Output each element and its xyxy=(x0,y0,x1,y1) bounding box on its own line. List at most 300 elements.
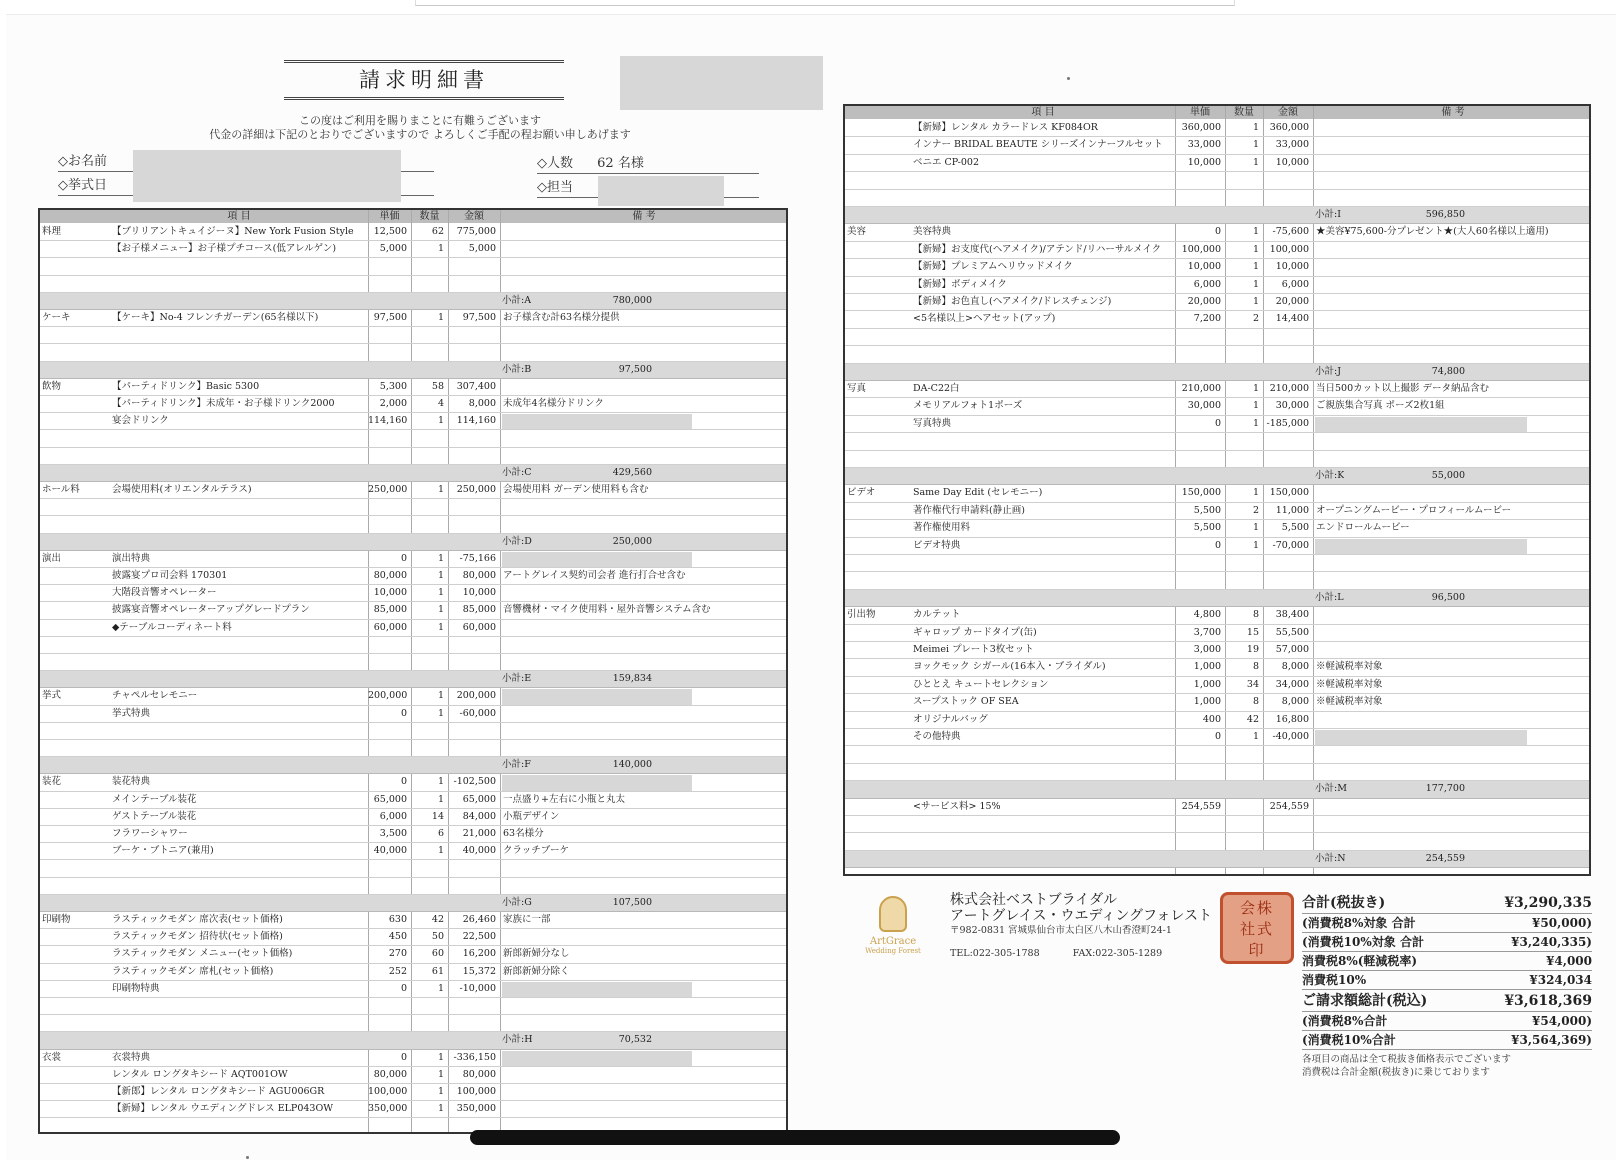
item-cell: ゲストテーブル装花 xyxy=(112,810,197,822)
category-cell: ホール料 xyxy=(42,484,80,495)
item-cell: 【新婦】お支度代(ヘアメイク)/アテンド/リハーサルメイク xyxy=(913,243,1162,255)
home-indicator-bar[interactable] xyxy=(470,1130,1120,1145)
subtotal-value: 596,850 xyxy=(1425,209,1465,220)
amount-cell: 775,000 xyxy=(456,226,496,237)
unit-price-cell: 6,000 xyxy=(379,810,407,822)
subtotal-value: 429,560 xyxy=(612,466,652,478)
unit-price-cell: 100,000 xyxy=(368,1086,407,1097)
quantity-cell: 60 xyxy=(431,948,444,960)
table-row xyxy=(845,277,1589,294)
unit-price-cell: 0 xyxy=(400,1051,407,1063)
table-row xyxy=(40,276,786,293)
subtotal-value: 177,700 xyxy=(1425,783,1465,795)
intro-text xyxy=(180,114,660,142)
amount-cell: 10,000 xyxy=(462,587,496,599)
table-header xyxy=(845,106,1589,119)
quantity-cell: 1 xyxy=(437,552,444,564)
quantity-cell: 42 xyxy=(1246,713,1259,725)
amount-cell: 84,000 xyxy=(462,810,496,822)
unit-price-cell: 3,000 xyxy=(1193,644,1221,655)
subtotal-row xyxy=(845,781,1589,798)
category-cell: 引出物 xyxy=(847,609,876,621)
amount-cell: 57,000 xyxy=(1275,644,1309,655)
table-row xyxy=(845,172,1589,189)
table-row xyxy=(40,413,786,430)
table-row xyxy=(40,1015,786,1032)
item-cell: ラスティックモダン 席札(セット価格) xyxy=(112,965,274,977)
quantity-cell: 1 xyxy=(437,845,444,857)
subtotal-value: 70,532 xyxy=(618,1034,652,1046)
amount-cell: -102,500 xyxy=(453,776,496,788)
item-cell: ビデオ特典 xyxy=(913,539,961,551)
company-logo xyxy=(858,896,928,955)
total-label: (消費税8%合計 xyxy=(1302,1014,1388,1028)
total-row xyxy=(1302,914,1592,933)
item-cell: 【新婦】お色直し(ヘアメイク/ドレスチェンジ) xyxy=(913,296,1112,307)
table-row xyxy=(40,258,786,275)
note-cell: 家族に一部 xyxy=(503,914,551,925)
total-label: 消費税8%(軽減税率) xyxy=(1302,954,1418,968)
table-row xyxy=(40,482,786,499)
total-label: (消費税8%対象 合計 xyxy=(1302,916,1416,930)
amount-cell: 10,000 xyxy=(1275,156,1309,168)
total-value: ¥3,290,335 xyxy=(1504,895,1592,911)
item-cell: 挙式特典 xyxy=(112,707,151,719)
category-cell: 演出 xyxy=(42,552,62,564)
table-row xyxy=(40,826,786,843)
item-cell: 披露宴音響オペレーターアップグレードプラン xyxy=(112,604,310,616)
item-cell: DA-C22白 xyxy=(913,383,960,394)
date-label: ◇挙式日 xyxy=(58,178,107,193)
subtotal-row xyxy=(845,590,1589,607)
total-label: (消費税10%合計 xyxy=(1302,1033,1396,1047)
subtotal-row xyxy=(40,671,786,688)
item-cell: 著作権代行申請料(静止画) xyxy=(913,504,1025,516)
logo-subtext: Wedding Forest xyxy=(865,947,921,955)
subtotal-value: 159,834 xyxy=(612,673,652,685)
quantity-cell: 1 xyxy=(437,1086,444,1097)
unit-price-cell: 5,500 xyxy=(1193,504,1221,516)
item-cell: 装花特典 xyxy=(112,776,151,788)
table-row xyxy=(845,642,1589,659)
table-row xyxy=(845,520,1589,537)
amount-cell: 8,000 xyxy=(1281,661,1309,673)
total-label: 合計(税抜き) xyxy=(1302,895,1386,911)
table-row xyxy=(845,659,1589,676)
staff-label: ◇担当 xyxy=(537,180,573,195)
guests-label: ◇人数 xyxy=(537,156,573,171)
item-cell: 写真特典 xyxy=(913,417,952,429)
subtotal-row xyxy=(40,293,786,310)
unit-price-cell: 12,500 xyxy=(373,226,407,237)
amount-cell: 210,000 xyxy=(1269,383,1309,394)
note-cell: ★美容¥75,600-分プレゼント★(大人60名様以上適用) xyxy=(1316,226,1549,238)
table-row xyxy=(845,398,1589,415)
amount-cell: 33,000 xyxy=(1275,139,1309,151)
item-cell: Same Day Edit (セレモニー) xyxy=(913,487,1043,499)
item-cell: 【お子様メニュー】お子様プチコース(低アレルゲン) xyxy=(112,243,337,255)
note-cell: 新郎新婦分なし xyxy=(503,948,570,960)
subtotal-label: 小計:N xyxy=(1315,852,1346,864)
unit-price-cell: 10,000 xyxy=(1187,261,1221,273)
total-value: ¥3,564,369) xyxy=(1511,1033,1592,1047)
unit-price-cell: 3,500 xyxy=(379,828,407,839)
amount-cell: 350,000 xyxy=(456,1103,496,1115)
amount-cell: 11,000 xyxy=(1275,504,1309,516)
subtotal-value: 140,000 xyxy=(612,759,652,771)
unit-price-cell: 0 xyxy=(1214,539,1221,551)
table-row xyxy=(40,637,786,654)
item-cell: 【パーティドリンク】未成年・お子様ドリンク2000 xyxy=(112,398,335,409)
amount-cell: 114,160 xyxy=(456,415,496,427)
table-row xyxy=(40,843,786,860)
note-cell: アートグレイス契約司会者 進行打合せ含む xyxy=(503,570,686,581)
redacted-note xyxy=(502,552,692,567)
total-label: 消費税10% xyxy=(1302,973,1367,987)
intro-line-1: この度はご利用を賜りまことに有難うございます xyxy=(299,114,541,127)
category-cell: ケーキ xyxy=(42,312,71,323)
subtotal-label: 小計:I xyxy=(1315,209,1341,220)
quantity-cell: 1 xyxy=(1252,383,1259,394)
total-row xyxy=(1302,990,1592,1012)
quantity-cell: 19 xyxy=(1246,644,1259,655)
table-row xyxy=(40,964,786,981)
amount-cell: 100,000 xyxy=(1269,243,1309,255)
item-cell: その他特典 xyxy=(913,731,961,742)
amount-cell: 14,400 xyxy=(1275,313,1309,325)
item-cell: フラワーシャワー xyxy=(112,828,188,839)
table-row xyxy=(845,329,1589,346)
note-cell: ※軽減税率対象 xyxy=(1316,661,1383,673)
subtotal-value: 107,500 xyxy=(612,896,652,908)
category-cell: 美容 xyxy=(847,226,867,238)
company-fax: FAX:022-305-1289 xyxy=(1072,948,1163,959)
unit-price-cell: 2,000 xyxy=(379,398,407,409)
item-cell: 【新婦】ボディメイク xyxy=(913,278,1007,290)
subtotal-label: 小計:L xyxy=(1315,591,1344,603)
table-row xyxy=(845,572,1589,589)
table-row xyxy=(845,381,1589,398)
header-amount: 金額 xyxy=(464,211,484,222)
item-cell: ラスティックモダン メニュー(セット価格) xyxy=(112,948,293,960)
quantity-cell: 2 xyxy=(1252,504,1259,516)
amount-cell: 85,000 xyxy=(462,604,496,616)
table-row xyxy=(40,792,786,809)
table-row xyxy=(40,1050,786,1067)
subtotal-label: 小計:C xyxy=(502,466,532,478)
subtotal-label: 小計:F xyxy=(502,759,531,771)
total-row xyxy=(1302,952,1592,971)
subtotal-value: 97,500 xyxy=(618,363,652,375)
subtotal-label: 小計:M xyxy=(1315,783,1347,795)
unit-price-cell: 250,000 xyxy=(368,484,407,495)
unit-price-cell: 0 xyxy=(400,982,407,994)
unit-price-cell: 0 xyxy=(1214,226,1221,238)
redacted-name xyxy=(133,150,401,202)
total-value: ¥3,618,369 xyxy=(1504,993,1592,1009)
top-bar xyxy=(415,0,1235,6)
amount-cell: 22,500 xyxy=(462,931,496,943)
quantity-cell: 14 xyxy=(431,810,444,822)
quantity-cell: 1 xyxy=(437,793,444,805)
quantity-cell: 1 xyxy=(1252,226,1259,238)
logo-text: ArtGrace xyxy=(869,936,917,947)
item-cell: 美容特典 xyxy=(913,226,952,238)
name-label: ◇お名前 xyxy=(58,154,107,169)
quantity-cell: 1 xyxy=(1252,417,1259,429)
quantity-cell: 61 xyxy=(431,965,444,977)
right-ledger-table xyxy=(843,104,1591,876)
table-row xyxy=(40,929,786,946)
unit-price-cell: 254,559 xyxy=(1181,800,1221,812)
amount-cell: 38,400 xyxy=(1275,609,1309,621)
unit-price-cell: 40,000 xyxy=(373,845,407,857)
speck xyxy=(1067,77,1070,80)
table-row xyxy=(845,242,1589,259)
unit-price-cell: 1,000 xyxy=(1193,678,1221,690)
note-cell: 未成年4名様分ドリンク xyxy=(503,398,604,409)
unit-price-cell: 33,000 xyxy=(1187,139,1221,151)
quantity-cell: 1 xyxy=(1252,278,1259,290)
table-row xyxy=(40,551,786,568)
table-row xyxy=(40,688,786,705)
subtotal-value: 250,000 xyxy=(612,535,652,547)
table-row xyxy=(845,137,1589,154)
table-row xyxy=(40,878,786,895)
company-name: 株式会社ベストブライダル xyxy=(950,892,1118,908)
unit-price-cell: 200,000 xyxy=(368,690,407,702)
table-row xyxy=(40,1084,786,1101)
table-row xyxy=(845,538,1589,555)
unit-price-cell: 5,000 xyxy=(379,243,407,255)
subtotal-row xyxy=(40,465,786,482)
table-row xyxy=(40,499,786,516)
item-cell: 【ケーキ】No-4 フレンチガーデン(65名様以下) xyxy=(112,312,319,323)
subtotal-label: 小計:A xyxy=(502,294,532,306)
table-row xyxy=(845,746,1589,763)
subtotal-row xyxy=(40,1032,786,1049)
unit-price-cell: 6,000 xyxy=(1193,278,1221,290)
company-seal-stamp: 会株 社式 印 xyxy=(1220,892,1294,964)
category-cell: 写真 xyxy=(847,383,867,394)
table-row xyxy=(40,344,786,361)
table-row xyxy=(40,740,786,757)
left-ledger-table xyxy=(38,208,788,1134)
item-cell: オリジナルバッグ xyxy=(913,713,988,725)
item-cell: ブーケ・ブトニア(兼用) xyxy=(112,845,214,857)
unit-price-cell: 4,800 xyxy=(1193,609,1221,621)
quantity-cell: 1 xyxy=(1252,296,1259,307)
subtotal-label: 小計:B xyxy=(502,363,532,375)
subtotal-row xyxy=(845,468,1589,485)
unit-price-cell: 85,000 xyxy=(373,604,407,616)
note-cell: 当日500カット以上撮影 データ納品含む xyxy=(1316,383,1490,394)
unit-price-cell: 114,160 xyxy=(368,415,407,427)
quantity-cell: 1 xyxy=(437,1068,444,1080)
header-amount: 金額 xyxy=(1278,107,1298,118)
quantity-cell: 1 xyxy=(1252,731,1259,742)
amount-cell: 65,000 xyxy=(462,793,496,805)
total-row xyxy=(1302,933,1592,952)
amount-cell: 20,000 xyxy=(1275,296,1309,307)
item-cell: <サービス料> 15% xyxy=(913,800,1001,812)
header-note: 備 考 xyxy=(632,211,656,222)
table-row xyxy=(40,998,786,1015)
subtotal-row xyxy=(845,851,1589,868)
table-row xyxy=(40,241,786,258)
item-cell: 衣裳特典 xyxy=(112,1051,151,1063)
quantity-cell: 34 xyxy=(1246,678,1259,690)
note-cell: 会場使用料 ガーデン使用料も含む xyxy=(503,484,649,495)
table-row xyxy=(845,764,1589,781)
quantity-cell: 1 xyxy=(437,604,444,616)
amount-cell: 5,000 xyxy=(468,243,496,255)
unit-price-cell: 80,000 xyxy=(373,570,407,581)
quantity-cell: 1 xyxy=(437,484,444,495)
note-cell: ※軽減税率対象 xyxy=(1316,696,1383,708)
quantity-cell: 1 xyxy=(437,243,444,255)
quantity-cell: 2 xyxy=(1252,313,1259,325)
quantity-cell: 42 xyxy=(431,914,444,925)
quantity-cell: 50 xyxy=(431,931,444,943)
quantity-cell: 1 xyxy=(1252,400,1259,412)
subtotal-value: 780,000 xyxy=(612,294,652,306)
totals-block xyxy=(1302,892,1592,1079)
header-qty: 数量 xyxy=(1234,107,1254,118)
unit-price-cell: 1,000 xyxy=(1193,661,1221,673)
quantity-cell: 62 xyxy=(431,226,444,237)
subtotal-value: 96,500 xyxy=(1431,591,1465,603)
amount-cell: 30,000 xyxy=(1275,400,1309,412)
category-cell: 装花 xyxy=(42,776,62,788)
table-row xyxy=(845,694,1589,711)
table-row xyxy=(845,311,1589,328)
unit-price-cell: 252 xyxy=(388,965,407,977)
table-row xyxy=(40,327,786,344)
unit-price-cell: 400 xyxy=(1202,713,1221,725)
unit-price-cell: 0 xyxy=(400,776,407,788)
total-value: ¥3,240,335) xyxy=(1511,935,1592,949)
table-row xyxy=(40,774,786,791)
table-row xyxy=(845,294,1589,311)
amount-cell: 8,000 xyxy=(468,398,496,409)
header-note: 備 考 xyxy=(1441,107,1465,118)
company-contact xyxy=(950,947,1212,960)
amount-cell: 55,500 xyxy=(1275,626,1309,638)
quantity-cell: 1 xyxy=(437,621,444,633)
amount-cell: 15,372 xyxy=(462,965,496,977)
amount-cell: 307,400 xyxy=(456,380,496,392)
subtotal-row xyxy=(40,362,786,379)
subtotal-row xyxy=(845,207,1589,224)
item-cell: Meimei プレート3枚セット xyxy=(913,644,1034,655)
amount-cell: -75,166 xyxy=(459,552,496,564)
subtotal-row xyxy=(845,364,1589,381)
table-row xyxy=(40,1067,786,1084)
company-block xyxy=(950,892,1212,960)
unit-price-cell: 65,000 xyxy=(373,793,407,805)
table-row xyxy=(40,224,786,241)
table-header xyxy=(40,210,786,223)
table-row xyxy=(845,155,1589,172)
unit-price-cell: 270 xyxy=(388,948,407,960)
category-cell: 衣裳 xyxy=(42,1051,62,1063)
quantity-cell: 1 xyxy=(1252,487,1259,499)
unit-price-cell: 350,000 xyxy=(368,1103,407,1115)
item-cell: ギャロップ カードタイプ(缶) xyxy=(913,626,1037,638)
unit-price-cell: 80,000 xyxy=(373,1068,407,1080)
item-cell: 会場使用料(オリエンタルテラス) xyxy=(112,484,252,495)
redacted-staff xyxy=(598,176,724,206)
redacted-note xyxy=(502,982,692,997)
table-row xyxy=(845,677,1589,694)
table-row xyxy=(40,723,786,740)
amount-cell: -60,000 xyxy=(459,707,496,719)
note-cell: 一点盛り+左右に小瓶と丸太 xyxy=(503,793,625,805)
amount-cell: 254,559 xyxy=(1269,800,1309,812)
table-row xyxy=(845,259,1589,276)
unit-price-cell: 0 xyxy=(1214,417,1221,429)
table-row xyxy=(845,729,1589,746)
unit-price-cell: 10,000 xyxy=(1187,156,1221,168)
item-cell: 披露宴プロ司会料 170301 xyxy=(112,570,228,581)
quantity-cell: 1 xyxy=(437,312,444,323)
total-label: (消費税10%対象 合計 xyxy=(1302,935,1424,949)
guests-value: 62 名様 xyxy=(597,156,644,171)
amount-cell: -40,000 xyxy=(1272,731,1309,742)
quantity-cell: 1 xyxy=(1252,522,1259,534)
total-value: ¥324,034 xyxy=(1529,973,1592,987)
item-cell: 【新郎】レンタル ロングタキシード AGU006GR xyxy=(112,1086,325,1097)
header-qty: 数量 xyxy=(419,211,440,222)
unit-price-cell: 100,000 xyxy=(1181,243,1221,255)
table-row xyxy=(40,860,786,877)
item-cell: スープストック OF SEA xyxy=(913,696,1019,708)
total-label: ご請求額総計(税込) xyxy=(1302,993,1428,1009)
unit-price-cell: 210,000 xyxy=(1181,383,1221,394)
company-venue: アートグレイス・ウエディングフォレスト xyxy=(950,908,1212,924)
subtotal-label: 小計:K xyxy=(1315,470,1345,481)
quantity-cell: 1 xyxy=(1252,122,1259,133)
quantity-cell: 1 xyxy=(437,1051,444,1063)
total-row xyxy=(1302,892,1592,914)
quantity-cell: 8 xyxy=(1252,661,1259,673)
redacted-note xyxy=(1315,730,1527,745)
item-cell: 【パーティドリンク】Basic 5300 xyxy=(112,380,260,392)
unit-price-cell: 360,000 xyxy=(1181,122,1221,133)
category-cell: 料理 xyxy=(42,226,62,237)
category-cell: ビデオ xyxy=(847,487,876,499)
item-cell: ひととえ キュートセレクション xyxy=(913,678,1049,690)
header-item: 項 目 xyxy=(227,211,251,222)
table-row xyxy=(40,912,786,929)
note-cell: 新郎新婦分除く xyxy=(503,965,570,977)
redacted-note xyxy=(502,1051,692,1066)
item-cell: インナー BRIDAL BEAUTE シリーズインナーフルセット xyxy=(913,139,1163,151)
header-unit: 単価 xyxy=(1190,107,1210,118)
table-row xyxy=(845,833,1589,850)
table-row xyxy=(845,816,1589,833)
category-cell: 飲物 xyxy=(42,380,62,392)
unit-price-cell: 30,000 xyxy=(1187,400,1221,412)
table-row xyxy=(845,625,1589,642)
redacted-note xyxy=(1315,417,1527,432)
item-cell: 大階段音響オペレーター xyxy=(112,587,217,599)
note-cell: 音響機材・マイク使用料・屋外音響システム含む xyxy=(503,604,711,616)
quantity-cell: 1 xyxy=(437,982,444,994)
amount-cell: 6,000 xyxy=(1281,278,1309,290)
item-cell: 【新婦】レンタル ウエディングドレス ELP043OW xyxy=(112,1103,334,1115)
